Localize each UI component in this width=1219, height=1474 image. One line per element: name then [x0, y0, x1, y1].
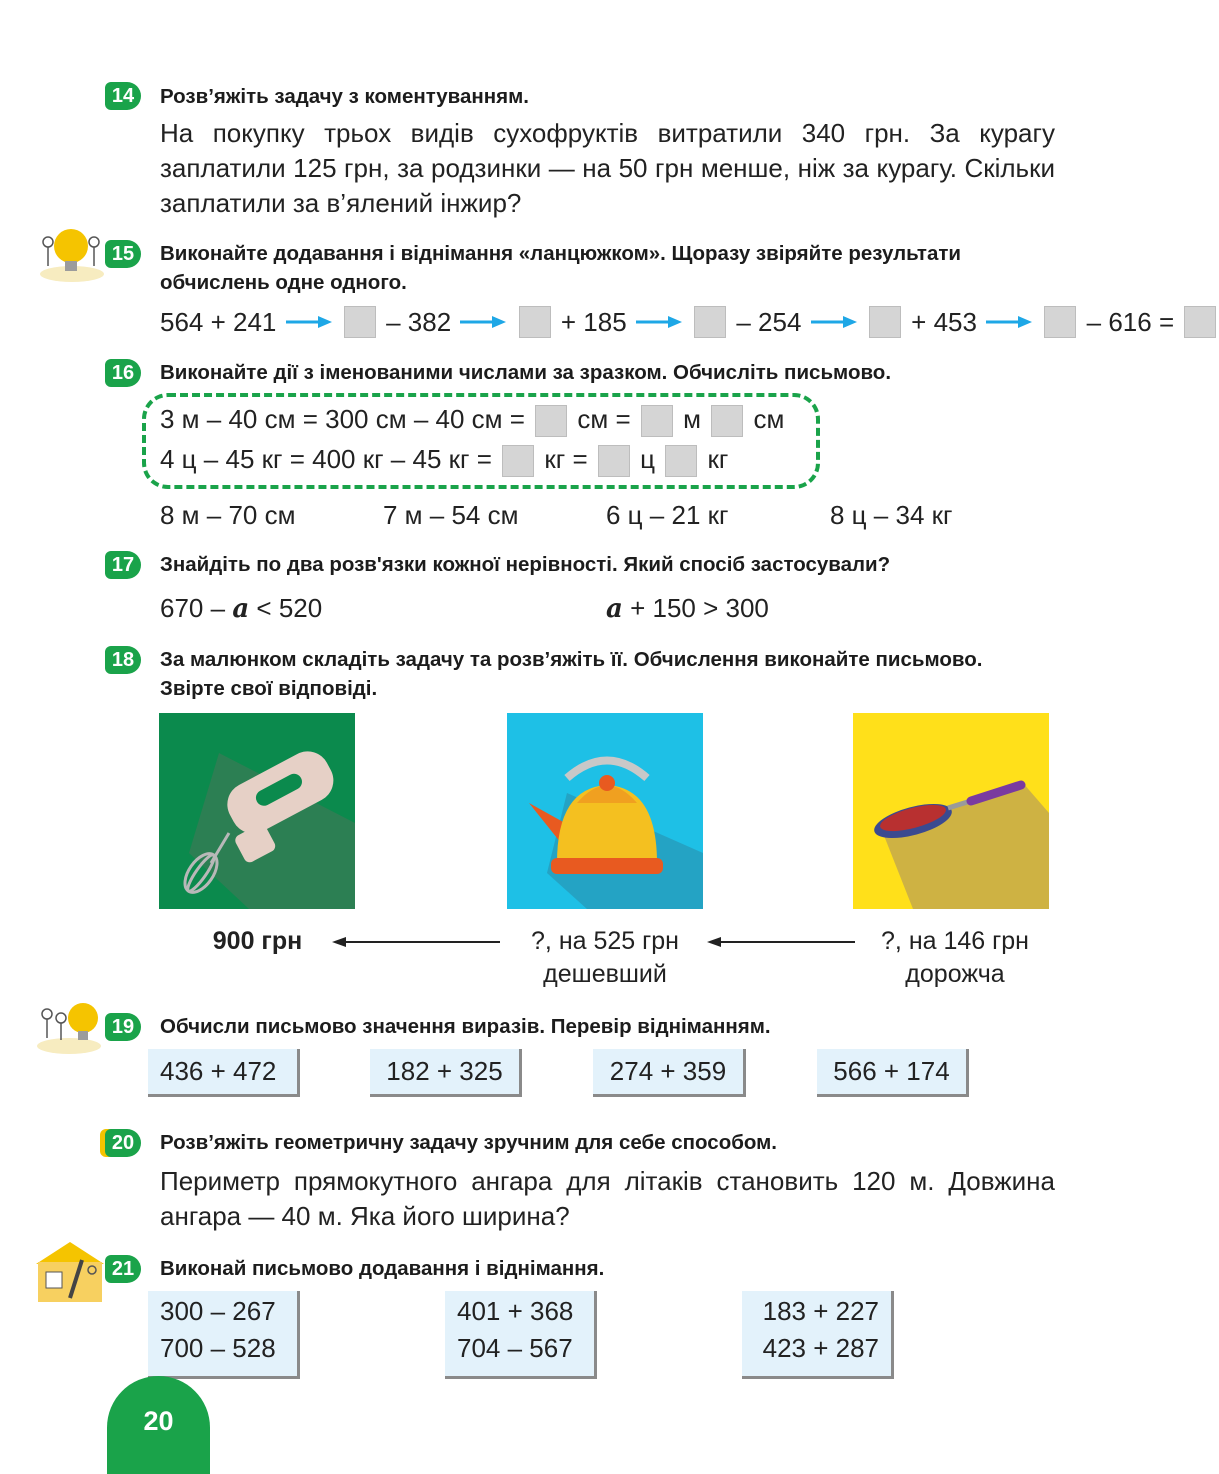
arrow-right-icon [809, 315, 859, 329]
arrow-right-icon [458, 315, 508, 329]
task-15-instruction-line1: Виконайте додавання і віднімання «ланцюжком». Щоразу звіряйте результати [160, 242, 961, 265]
pan-price-line2: дорожча [905, 960, 1005, 988]
chain-step-6: – 616 = [1086, 307, 1175, 338]
task-18-instruction-line2: Звірте свої відповіді. [160, 677, 378, 700]
chain-step-3: + 185 [560, 307, 627, 338]
exercise-4: 8 ц – 34 кг [830, 500, 953, 530]
task-20-text: Периметр прямокутного ангара для літаків становить 120 м. Довжина ангара — 40 м. Яка його ширина? [160, 1166, 1055, 1231]
task-number-14: 14 [105, 82, 141, 110]
task-19-instruction: Обчисли письмово значення виразів. Перевір відніманням. [160, 1015, 771, 1038]
exercise-2: 7 м – 54 см [383, 500, 519, 530]
inequality-1 [160, 591, 322, 626]
task-15-instruction-line2: обчислень одне одного. [160, 271, 407, 294]
task-number-21: 21 [105, 1255, 141, 1283]
sample-2-expression: 4 ц – 45 кг = 400 кг – 45 кг = [160, 444, 492, 474]
house-pencil-icon [34, 1240, 106, 1304]
task-14-text: На покупку трьох видів сухофруктів витратили 340 грн. За курагу заплатили 125 грн, за родзинки — на 50 грн менше, ніж за курагу. Скільки заплатили за в’ялений інжир? [160, 118, 1055, 218]
task-17-instruction: Знайдіть по два розв'язки кожної нерівності. Який спосіб застосували? [160, 553, 891, 576]
task-20-instruction: Розв’яжіть геометричну задачу зручним для себе способом. [160, 1131, 777, 1154]
answer-box[interactable] [519, 306, 551, 338]
inequality-1-variable: a [232, 594, 250, 624]
sample-1-expression: 3 м – 40 см = 300 см – 40 см = [160, 404, 525, 434]
answer-box[interactable] [1184, 306, 1216, 338]
group-1-line-1: 300 – 267 [160, 1296, 276, 1326]
arrow-left-icon [330, 934, 505, 950]
expression-group-1 [148, 1291, 300, 1379]
inequality-1-left: 670 – [160, 593, 226, 623]
chain-step-2: – 382 [386, 307, 452, 338]
page-number: 20 [107, 1376, 210, 1474]
lightbulb-team-icon [33, 998, 105, 1056]
expression-box-3: 274 + 359 [593, 1049, 746, 1097]
sample-1-unit-d: см [753, 404, 785, 434]
answer-box[interactable] [711, 405, 743, 437]
task-16-instruction: Виконайте дії з іменованими числами за зразком. Обчисліть письмово. [160, 361, 892, 384]
inequality-1-right: < 520 [256, 593, 323, 623]
sample-2-unit-c: ц [640, 444, 656, 474]
kettle-price-line1: ?, на 525 грн [531, 927, 679, 955]
sample-2-unit-b: кг = [544, 444, 588, 474]
lightbulb-team-icon [36, 224, 106, 284]
group-3-line-1: 183 + 227 [762, 1296, 879, 1326]
exercise-1: 8 м – 70 см [160, 500, 296, 530]
task-14-instruction: Розв’яжіть задачу з коментуванням. [160, 85, 529, 108]
inequality-2 [606, 591, 769, 626]
chain-step-5: + 453 [911, 307, 977, 338]
task-number-18: 18 [105, 646, 141, 674]
expression-group-3 [742, 1291, 894, 1379]
arrow-right-icon [284, 315, 334, 329]
task-15-chain [160, 303, 1219, 339]
kettle-price-line2: дешевший [543, 960, 667, 988]
arrow-right-icon [634, 315, 684, 329]
chain-step-4: – 254 [736, 307, 802, 338]
pan-price-line1: ?, на 146 грн [881, 927, 1029, 955]
inequality-2-variable: a [606, 594, 623, 624]
group-2-line-1: 401 + 368 [457, 1296, 574, 1326]
sample-2-unit-d: кг [707, 444, 729, 474]
arrow-left-icon [705, 934, 857, 950]
answer-box[interactable] [665, 445, 697, 477]
answer-box[interactable] [344, 306, 376, 338]
chain-step-1: 564 + 241 [160, 307, 277, 338]
answer-box[interactable] [502, 445, 534, 477]
task-number-15: 15 [105, 240, 141, 268]
answer-box[interactable] [641, 405, 673, 437]
task-number-17: 17 [105, 551, 141, 579]
expression-box-4: 566 + 174 [817, 1049, 969, 1097]
answer-box[interactable] [869, 306, 901, 338]
task-18-instruction-line1: За малюнком складіть задачу та розв’яжіть її. Обчислення виконайте письмово. [160, 648, 983, 671]
inequality-2-right: + 150 > 300 [630, 593, 769, 623]
expression-group-2 [445, 1291, 597, 1379]
pan-image [853, 713, 1049, 909]
expression-box-1: 436 + 472 [148, 1049, 300, 1097]
kettle-image [507, 713, 703, 909]
answer-box[interactable] [1044, 306, 1076, 338]
mixer-image [159, 713, 355, 909]
group-3-line-2: 423 + 287 [762, 1333, 879, 1363]
answer-box[interactable] [535, 405, 567, 437]
sample-1-unit-b: см = [577, 404, 631, 434]
sample-1-unit-c: м [683, 404, 702, 434]
task-number-19: 19 [105, 1013, 141, 1041]
answer-box[interactable] [694, 306, 726, 338]
sample-line-1 [160, 402, 784, 437]
task-number-16: 16 [105, 359, 141, 387]
task-21-instruction: Виконай письмово додавання і віднімання. [160, 1257, 605, 1280]
expression-box-2: 182 + 325 [370, 1049, 522, 1097]
answer-box[interactable] [598, 445, 630, 477]
mixer-price: 900 грн [212, 927, 303, 955]
group-1-line-2: 700 – 528 [160, 1333, 276, 1363]
arrow-right-icon [984, 315, 1034, 329]
task-number-20: 20 [105, 1129, 141, 1157]
group-2-line-2: 704 – 567 [457, 1333, 573, 1363]
exercise-3: 6 ц – 21 кг [606, 500, 729, 530]
sample-line-2 [160, 442, 728, 477]
